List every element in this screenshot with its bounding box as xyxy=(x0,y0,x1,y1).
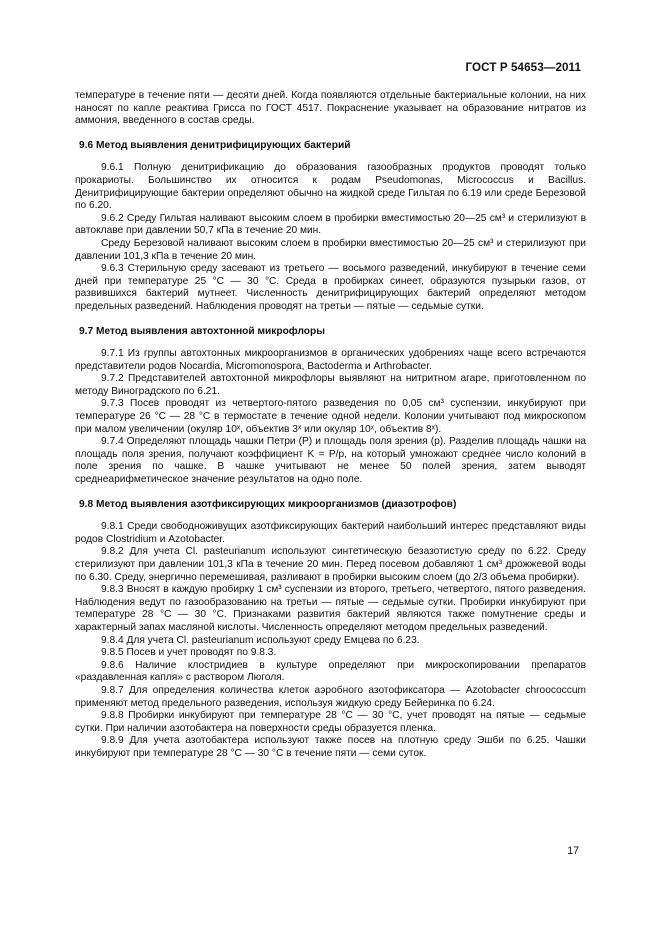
page-number: 17 xyxy=(567,845,579,857)
document-body xyxy=(75,90,586,761)
paragraph: 9.6.3 Стерильную среду засевают из третьего — восьмого разведений, инкубируют в течение семи дней при температуре 25 °С — 30 °С. Среда в пробирках синеет, образуются пузырьки газов, от развившихся бактерий мутнеет. Численность денитрифицирующих бактерий определяют методом предельных разведений. Наблюдения проводят на третьи — пятые — седьмые сутки. xyxy=(75,263,586,312)
paragraph: 9.8.6 Наличие клостридиев в культуре определяют при микроскопировании препаратов «раздавленная капля» с раствором Люголя. xyxy=(75,659,586,684)
section-heading-9-8: 9.8 Метод выявления азотфиксирующих микроорганизмов (диазотрофов) xyxy=(79,498,457,510)
paragraph: 9.6.1 Полную денитрификацию до образования газообразных продуктов проводят только прокариоты. Большинство их относится к родам Pseudomonas, Micrococcus и Bacillus. Денитрифицирующие бактерии определяют обычно на жидкой среде Гильтая по 6.19 или среде Березовой по 6.20. xyxy=(75,162,586,212)
paragraph: 9.7.3 Посев проводят из четвертого-пятого разведения по 0,05 см³ суспензии, инкубируют при температуре 26 °С — 28 °С в термостате в течение одной недели. Колонии учитывают под микроскопом при малом увеличении (окуляр 10ˣ, объектив 3ˣ или окуляр 10ˣ, объектив 8ˣ). xyxy=(75,398,586,435)
paragraph: 9.7.2 Представителей автохтонной микрофлоры выявляют на нитритном агаре, приготовленном по методу Виноградского по 6.21. xyxy=(75,373,586,397)
paragraph: 9.8.4 Для учета Cl. pasteurianum используют среду Емцева по 6.23. xyxy=(101,634,420,646)
paragraph: Среду Березовой наливают высоким слоем в пробирки вместимостью 20—25 см³ и стерилизуют при давлении 101,3 кПа в течение 20 мин. xyxy=(75,237,586,262)
paragraph: 9.8.3 Вносят в каждую пробирку 1 см³ суспензии из второго, третьего, четвертого, пятого разведения. Наблюдения ведут по газообразованию на третьи — пятые — седьмые сутки. Пробирки инкубируют при температуре 28 °С — 30 °С. Признаками развития бактерий являются также помутнение среды и характерный запах масляной кислоты. Численность определяют методом предельных разведений. xyxy=(75,584,586,633)
paragraph: температуре в течение пяти — десяти дней. Когда появляются отдельные бактериальные колонии, на них наносят по капле реактива Грисса по ГОСТ 4517. Покраснение указывает на образование нитратов из аммония, введенного в состав среды. xyxy=(75,90,586,127)
paragraph: 9.8.5 Посев и учет проводят по 9.8.3. xyxy=(101,647,277,659)
section-heading-9-6: 9.6 Метод выявления денитрифицирующих бактерий xyxy=(79,139,351,151)
paragraph: 9.7.4 Определяют площадь чашки Петри (P) и площадь поля зрения (p). Разделив площадь чашки на площадь поля зрения, получают коэффициент K = P/p, на который умножают среднее число колоний в поле зрения по чашке. В чашке учитывают не менее 50 полей зрения, затем выводят среднеарифметическое значение результатов на одно поле. xyxy=(75,436,586,486)
section-heading-9-7: 9.7 Метод выявления автохтонной микрофлоры xyxy=(79,325,325,337)
paragraph: 9.8.9 Для учета азотобактера используют также посев на плотную среду Эшби по 6.25. Чашки инкубируют при температуре 28 °С — 30 °С в течение пяти — семи суток. xyxy=(75,735,586,759)
paragraph: 9.8.1 Среди свободноживущих азотфиксирующих бактерий наибольший интерес представляют виды родов Clostridium и Azotobacter. xyxy=(75,521,586,545)
paragraph: 9.6.2 Среду Гильтая наливают высоким слоем в пробирки вместимостью 20—25 см³ и стерилизуют в автоклаве при давлении 50,7 кПа в течение 20 мин. xyxy=(75,212,586,237)
paragraph: 9.7.1 Из группы автохтонных микроорганизмов в органических удобрениях чаще всего встречаются представители родов Nocardia, Micromonospora, Bactoderma и Arthrobacter. xyxy=(75,348,586,372)
paragraph: 9.8.8 Пробирки инкубируют при температуре 28 °С — 30 °С, учет проводят на пятые — седьмые сутки. При наличии азотобактера на поверхности среды образуется пленка. xyxy=(75,710,586,734)
paragraph: 9.8.7 Для определения количества клеток аэробного азотофиксатора — Azotobacter chroococcum применяют метод предельного разведения, используя жидкую среду Бейеринка по 6.24. xyxy=(75,684,586,709)
paragraph: 9.8.2 Для учета Cl. pasteurianum используют синтетическую безазотистую среду по 6.22. Среду стерилизуют при давлении 101,3 кПа в течение 20 мин. Перед посевом добавляют 1 см³ дрожжевой воды по 6.30. Среду, энергично перемешивая, разливают в пробирки высоким слоем (до 2/3 объема пробирки). xyxy=(75,546,586,583)
document-code: ГОСТ Р 54653—2011 xyxy=(465,61,581,74)
